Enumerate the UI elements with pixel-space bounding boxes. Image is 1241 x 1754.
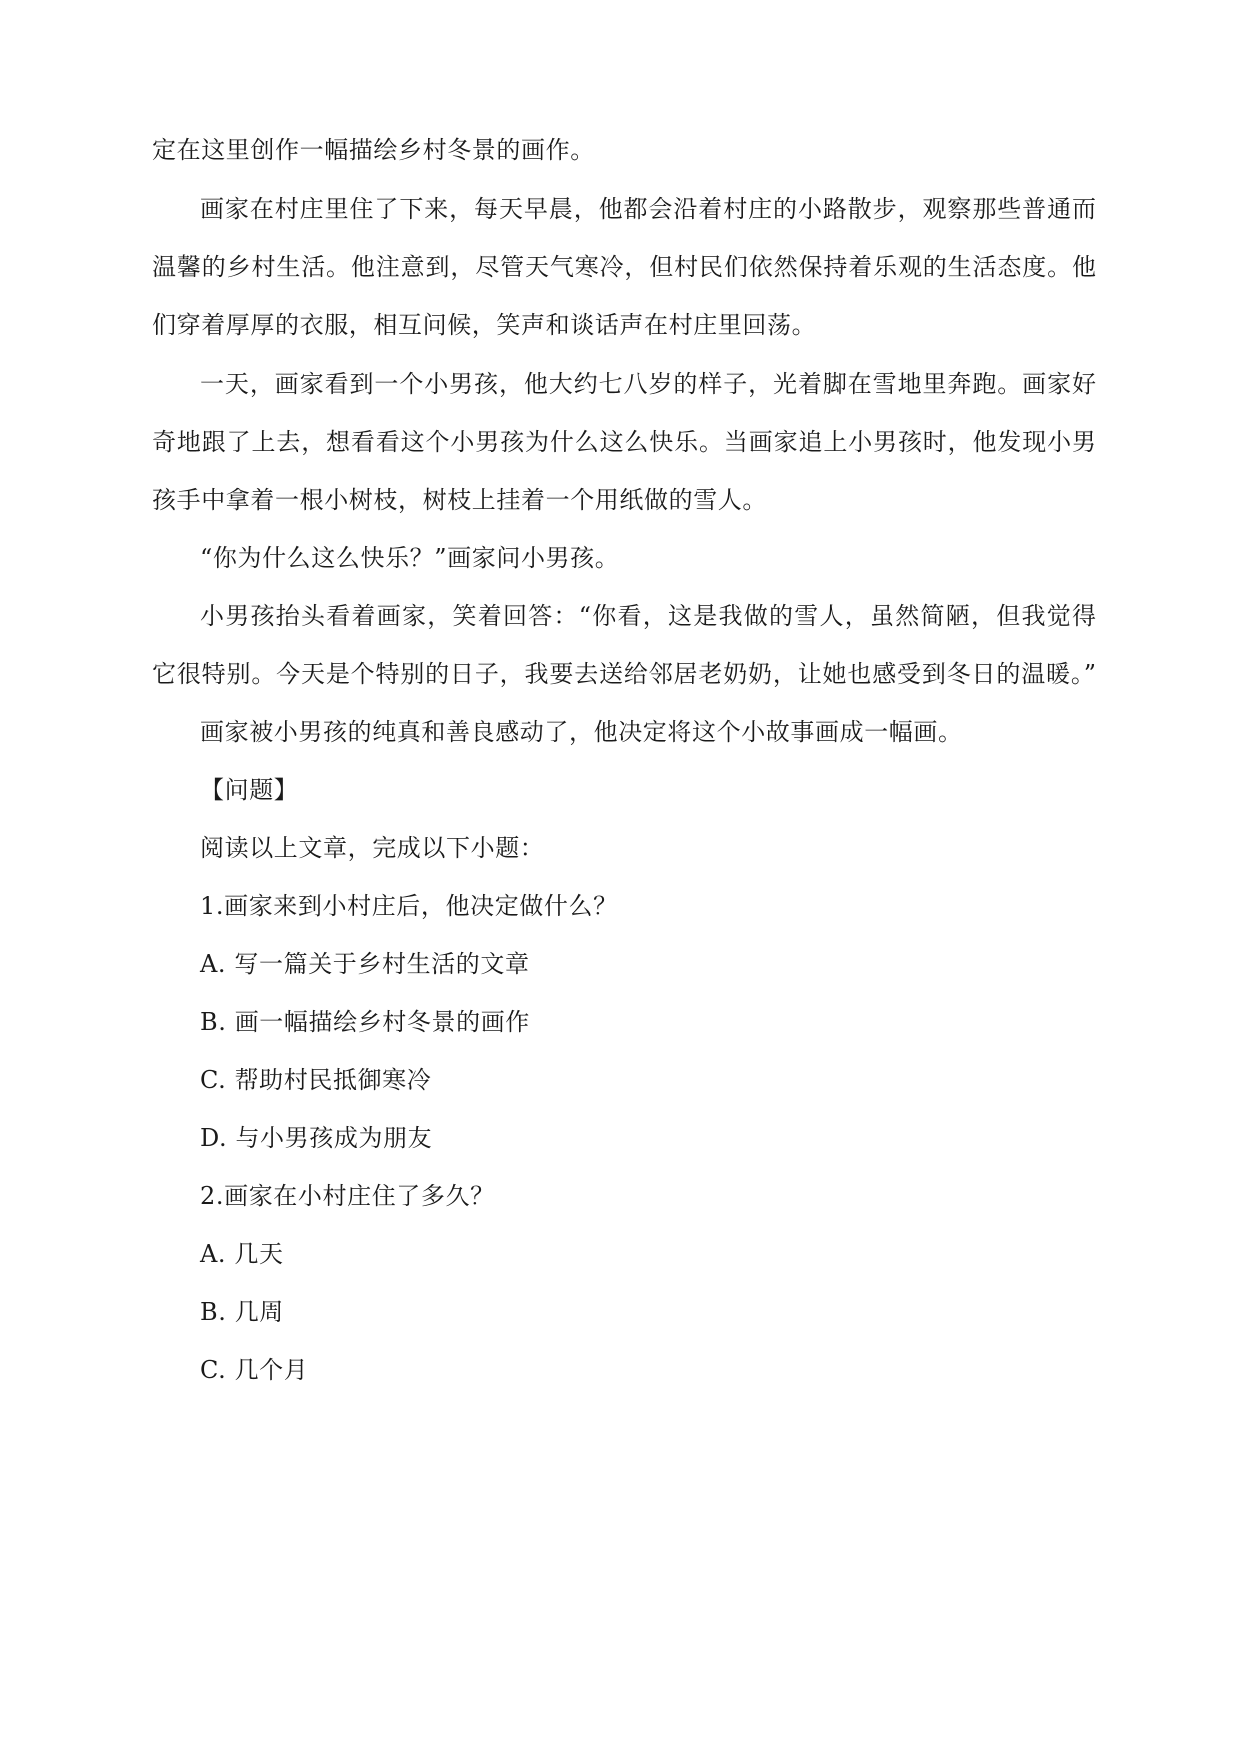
option-d: D. 与小男孩成为朋友 (200, 1124, 433, 1152)
question-stem: 1.画家来到小村庄后，他决定做什么？ (200, 892, 618, 920)
paragraph-line: 温馨的乡村生活。他注意到，尽管天气寒冷，但村民们依然保持着乐观的生活态度。他 (152, 253, 1096, 281)
paragraph-line: 孩手中拿着一根小树枝，树枝上挂着一个用纸做的雪人。 (152, 486, 767, 514)
dialogue-line: “你为什么这么快乐？”画家问小男孩。 (200, 544, 620, 572)
questions-header: 【问题】 (200, 776, 299, 804)
paragraph-line: 们穿着厚厚的衣服，相互问候，笑声和谈话声在村庄里回荡。 (152, 311, 817, 339)
option-c: C. 帮助村民抵御寒冷 (200, 1066, 432, 1094)
option-b: B. 画一幅描绘乡村冬景的画作 (200, 1008, 530, 1036)
option-b: B. 几周 (200, 1298, 284, 1326)
instruction-text: 阅读以上文章，完成以下小题： (200, 834, 545, 862)
paragraph-line: 画家在村庄里住了下来，每天早晨，他都会沿着村庄的小路散步，观察那些普通而 (200, 195, 1096, 223)
paragraph-line: 它很特别。今天是个特别的日子，我要去送给邻居老奶奶，让她也感受到冬日的温暖。” (152, 660, 1096, 688)
option-a: A. 写一篇关于乡村生活的文章 (200, 950, 530, 978)
paragraph-line: 奇地跟了上去，想看看这个小男孩为什么这么快乐。当画家追上小男孩时，他发现小男 (152, 428, 1096, 456)
paragraph-line: 小男孩抬头看着画家，笑着回答：“你看，这是我做的雪人，虽然简陋，但我觉得 (200, 602, 1096, 630)
paragraph-line: 一天，画家看到一个小男孩，他大约七八岁的样子，光着脚在雪地里奔跑。画家好 (200, 370, 1096, 398)
question-stem: 2.画家在小村庄住了多久？ (200, 1182, 495, 1210)
paragraph-line: 画家被小男孩的纯真和善良感动了，他决定将这个小故事画成一幅画。 (200, 718, 963, 746)
paragraph-line: 定在这里创作一幅描绘乡村冬景的画作。 (152, 136, 595, 164)
option-a: A. 几天 (200, 1240, 284, 1268)
option-c: C. 几个月 (200, 1356, 309, 1384)
